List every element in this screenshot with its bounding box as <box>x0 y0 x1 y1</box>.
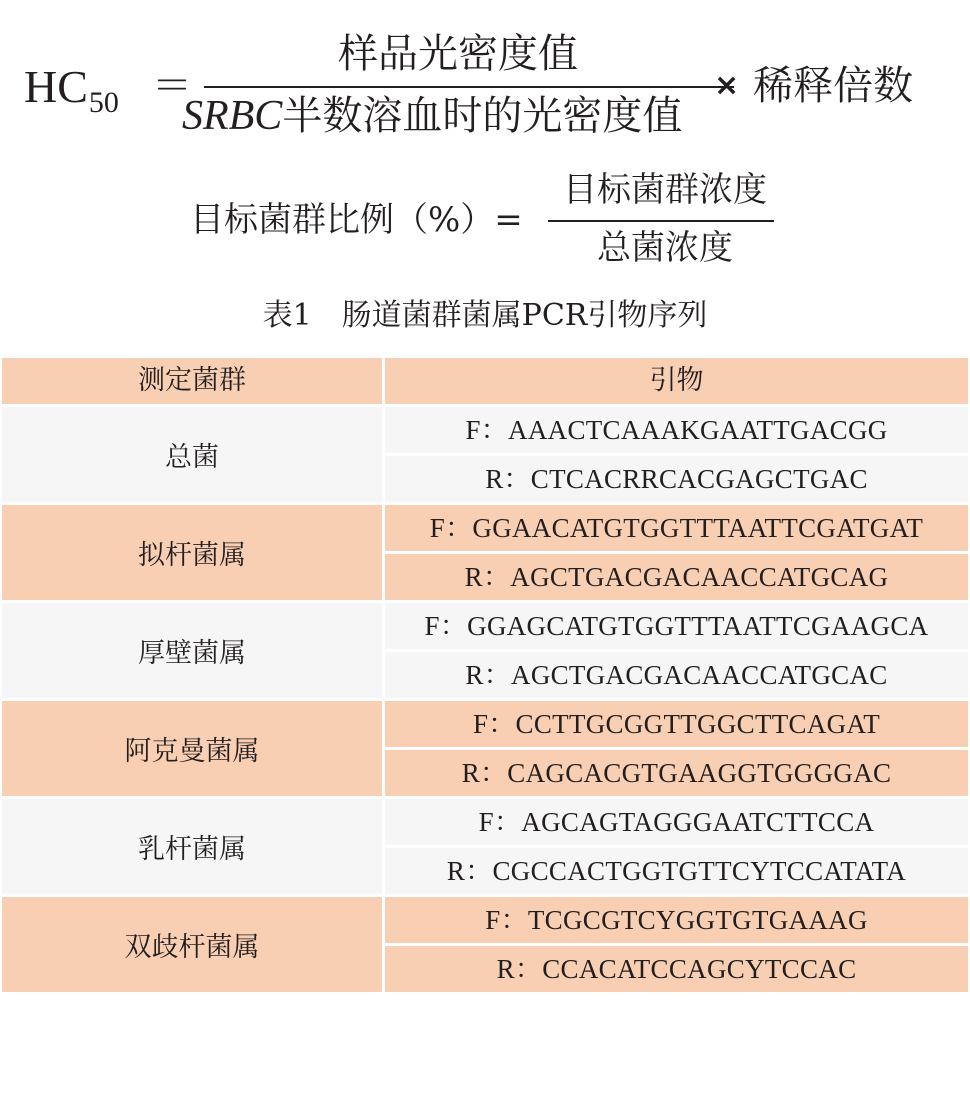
hc50-equals-sign: ＝ <box>152 63 192 109</box>
bacteria-group-name: 总菌 <box>2 407 382 502</box>
reverse-primer: R：CTCACRRCACGAGCTGAC <box>385 456 968 502</box>
bacteria-group-name: 双歧杆菌属 <box>2 897 382 992</box>
hc50-multiplier-text: 稀释倍数 <box>753 63 914 109</box>
bacteria-group-name: 拟杆菌属 <box>2 505 382 600</box>
ratio-formula <box>190 168 790 278</box>
table-row <box>2 407 968 502</box>
column-header-group: 测定菌群 <box>2 358 382 404</box>
primer-cell <box>385 407 968 502</box>
table-row <box>2 505 968 600</box>
hc50-denominator-srbc: SRBC <box>182 93 283 139</box>
primer-cell <box>385 799 968 894</box>
primer-table <box>2 358 968 995</box>
hc50-formula <box>24 28 944 148</box>
table-caption <box>0 296 970 336</box>
table-row <box>2 701 968 796</box>
hc50-fraction-bar <box>204 86 734 88</box>
bacteria-group-name: 厚壁菌属 <box>2 603 382 698</box>
reverse-primer: R：CGCCACTGGTGTTCYTCCATATA <box>385 848 968 894</box>
forward-primer: F：GGAGCATGTGGTTTAATTCGAAGCA <box>385 603 968 649</box>
table-caption-title: 肠道菌群菌属PCR引物序列 <box>341 298 708 333</box>
times-sign: × <box>714 68 740 103</box>
forward-primer: F：GGAACATGTGGTTTAATTCGATGAT <box>385 505 968 551</box>
hc50-denominator <box>182 92 682 140</box>
hc50-symbol: HC <box>24 61 88 112</box>
reverse-primer: R：AGCTGACGACAACCATGCAG <box>385 554 968 600</box>
forward-primer: F：CCTTGCGGTTGGCTTCAGAT <box>385 701 968 747</box>
ratio-fraction-bar <box>548 220 774 222</box>
forward-primer: F：AGCAGTAGGGAATCTTCCA <box>385 799 968 845</box>
hc50-multiplier <box>714 62 913 114</box>
ratio-lhs: 目标菌群比例（%）= <box>190 200 523 240</box>
table-row <box>2 799 968 894</box>
table-caption-label: 表1 <box>262 298 312 333</box>
ratio-denominator: 总菌浓度 <box>597 228 733 268</box>
primer-cell <box>385 505 968 600</box>
bacteria-group-name: 阿克曼菌属 <box>2 701 382 796</box>
column-header-primer: 引物 <box>385 358 968 404</box>
hc50-lhs <box>24 62 119 118</box>
reverse-primer: R：CCACATCCAGCYTCCAC <box>385 946 968 992</box>
reverse-primer: R：CAGCACGTGAAGGTGGGGAC <box>385 750 968 796</box>
forward-primer: F：TCGCGTCYGGTGTGAAAG <box>385 897 968 943</box>
ratio-numerator: 目标菌群浓度 <box>563 170 767 210</box>
hc50-subscript: 50 <box>88 86 119 119</box>
primer-cell <box>385 603 968 698</box>
reverse-primer: R：AGCTGACGACAACCATGCAC <box>385 652 968 698</box>
table-header-row <box>2 358 968 404</box>
hc50-denominator-text: 半数溶血时的光密度值 <box>282 93 683 139</box>
table-row <box>2 897 968 992</box>
primer-cell <box>385 897 968 992</box>
bacteria-group-name: 乳杆菌属 <box>2 799 382 894</box>
hc50-numerator: 样品光密度值 <box>338 31 578 77</box>
table-row <box>2 603 968 698</box>
primer-cell <box>385 701 968 796</box>
forward-primer: F：AAACTCAAAKGAATTGACGG <box>385 407 968 453</box>
